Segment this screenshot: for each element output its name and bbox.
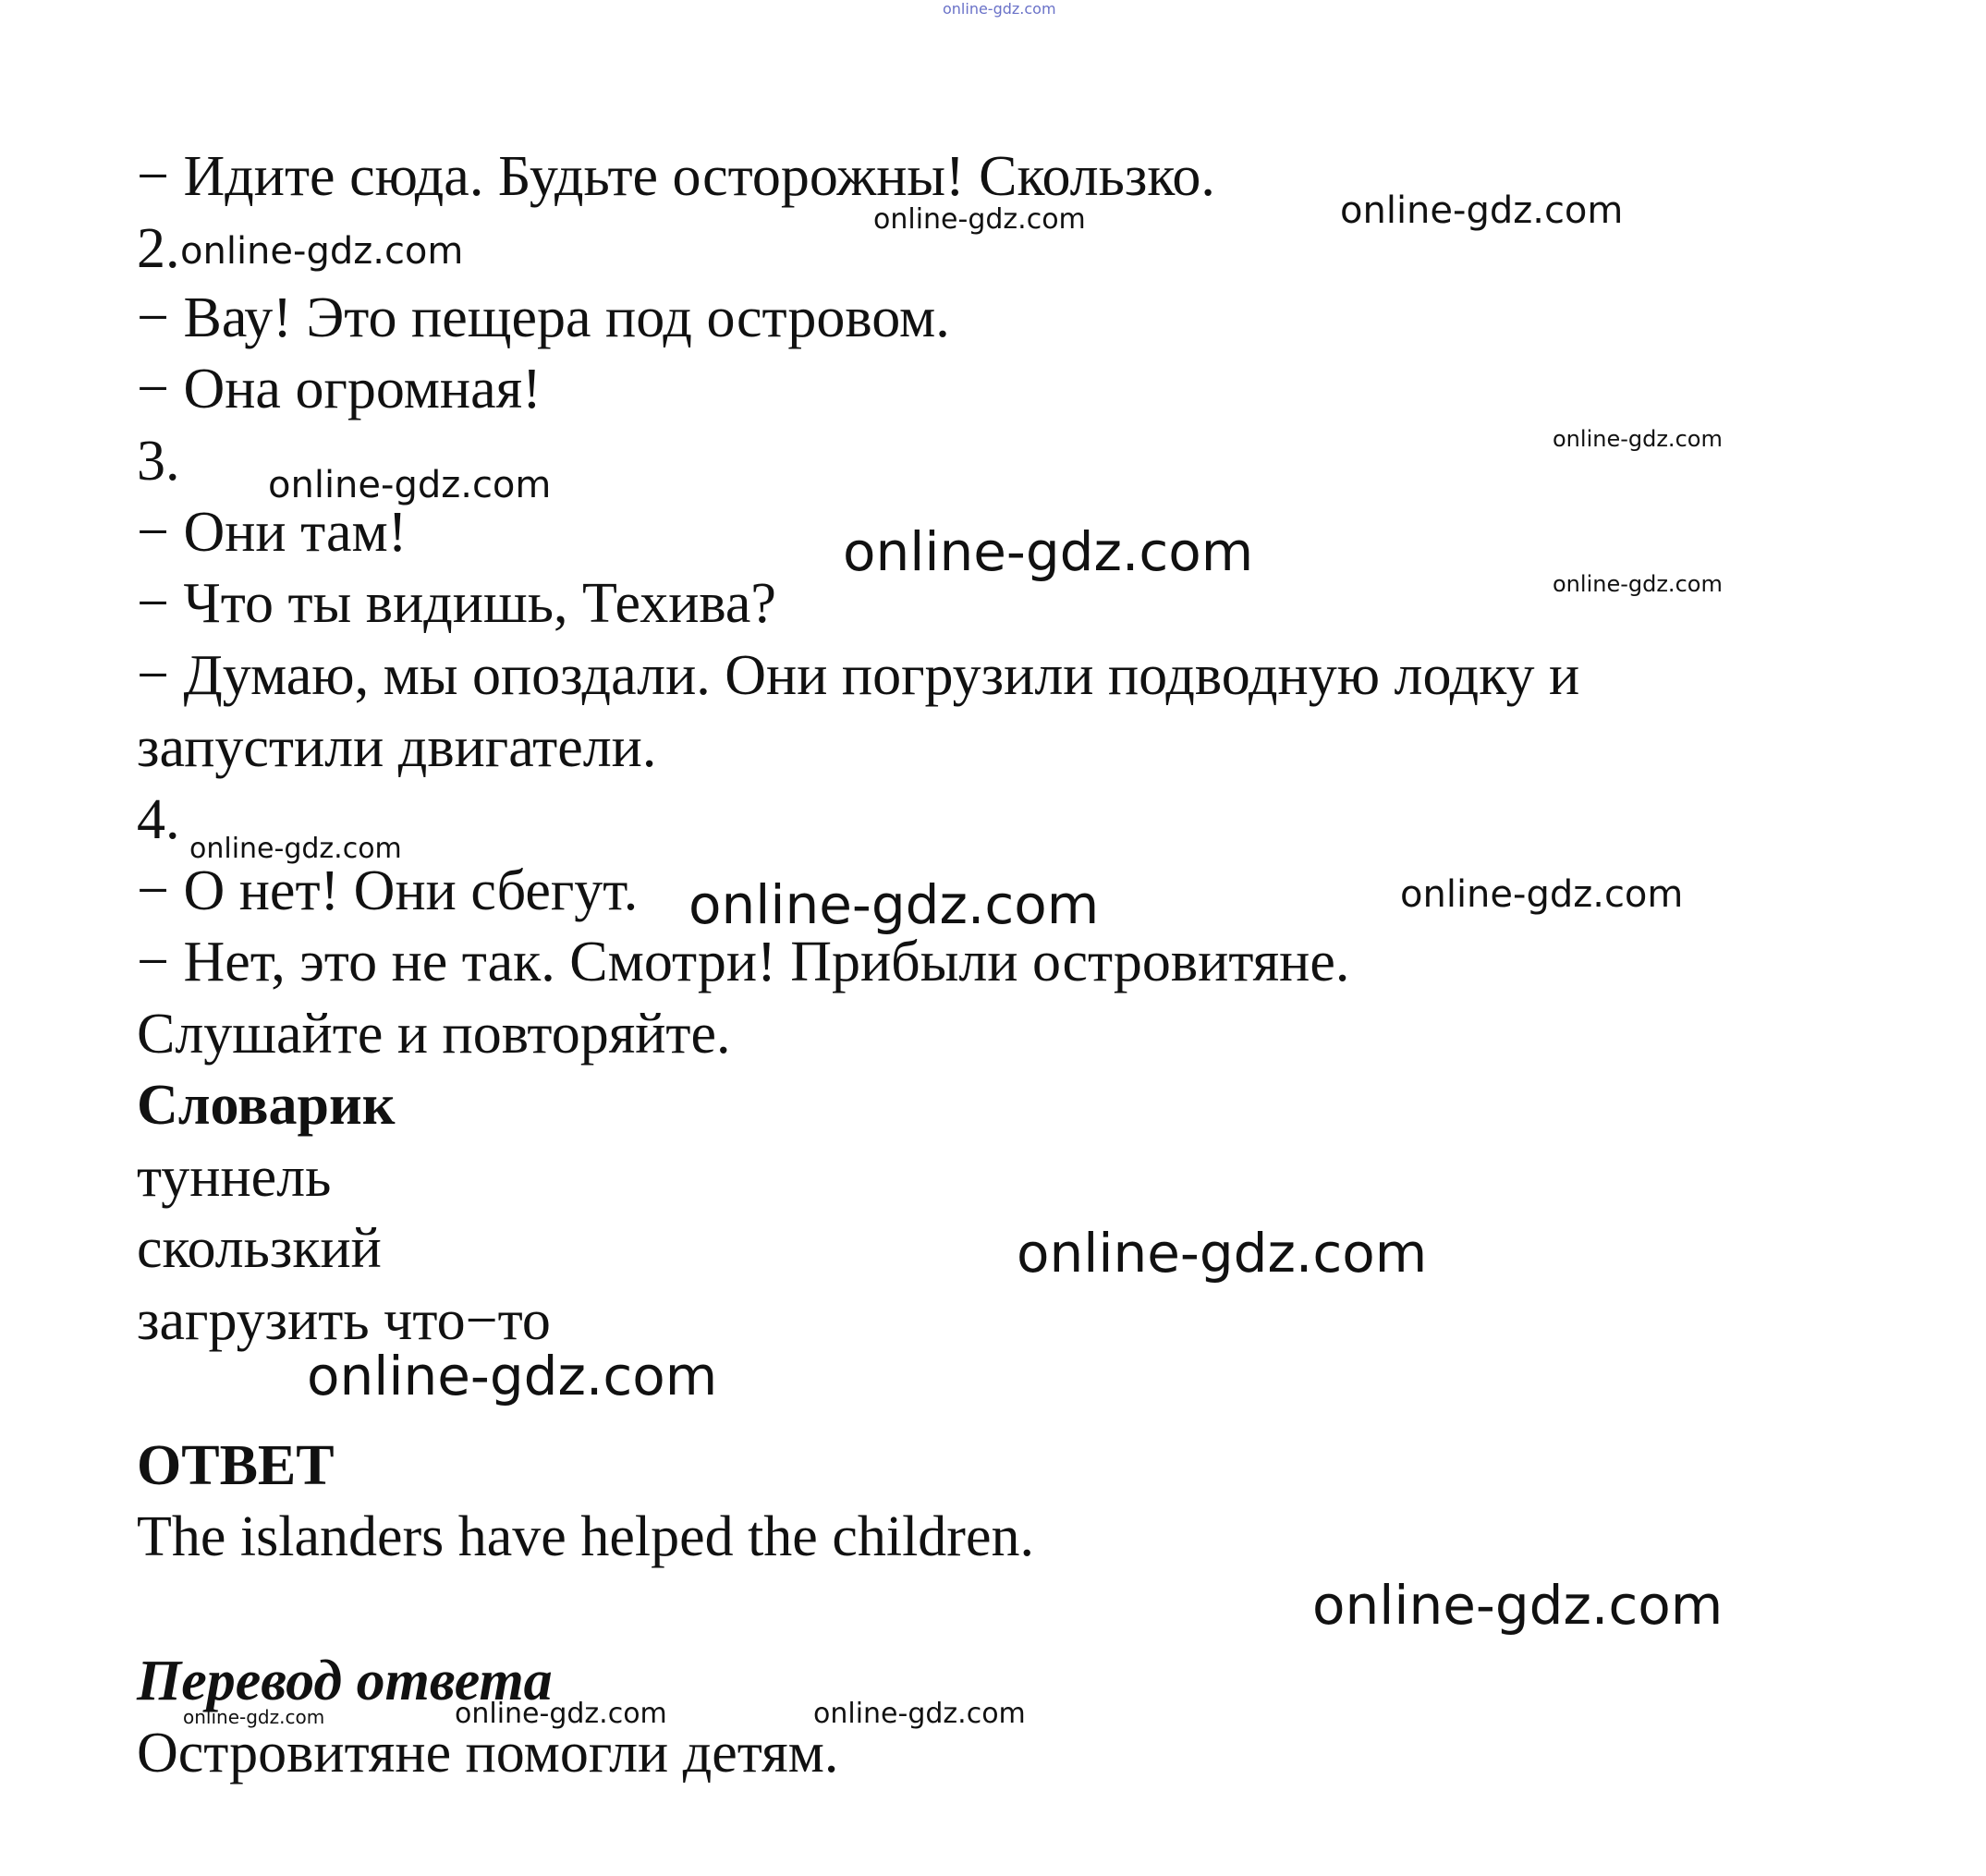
answer-heading: ОТВЕТ [137,1434,335,1497]
watermark: online-gdz.com [813,1698,1026,1730]
dialogue-line: − Она огромная! [137,358,542,420]
watermark: online-gdz.com [943,0,1056,18]
dialogue-line: − Вау! Это пещера под островом. [137,286,950,349]
dialogue-line: − Думаю, мы опоздали. Они погрузили подводную лодку и [137,644,1580,707]
vocabulary-item: туннель [137,1146,332,1209]
watermark: online-gdz.com [189,833,402,865]
watermark: online-gdz.com [183,1706,325,1728]
translation-heading: Перевод ответа [137,1650,553,1712]
section-number: 3. [137,430,180,493]
section-number: 2. [137,217,180,280]
dialogue-line: − О нет! Они сбегут. [137,859,639,922]
dialogue-line: запустили двигатели. [137,716,657,779]
vocabulary-item: скользкий [137,1217,382,1280]
watermark: online-gdz.com [688,873,1100,936]
watermark: online-gdz.com [180,230,464,273]
translation-text: Островитяне помогли детям. [137,1722,839,1785]
vocabulary-heading: Словарик [137,1074,396,1137]
instruction-line: Слушайте и повторяйте. [137,1003,731,1066]
watermark: online-gdz.com [843,520,1254,583]
watermark: online-gdz.com [307,1345,718,1407]
dialogue-line: − Они там! [137,501,408,564]
watermark: online-gdz.com [1017,1222,1428,1285]
dialogue-line: − Идите сюда. Будьте осторожны! Скользко. [137,145,1215,208]
watermark: online-gdz.com [1340,189,1624,232]
vocabulary-item: загрузить что−то [137,1289,551,1352]
watermark: online-gdz.com [1312,1574,1724,1637]
answer-text: The islanders have helped the children. [137,1505,1034,1568]
watermark: online-gdz.com [873,203,1086,236]
watermark: online-gdz.com [268,464,552,506]
watermark: online-gdz.com [455,1698,667,1730]
dialogue-line: − Что ты видишь, Техива? [137,572,776,635]
watermark: online-gdz.com [1553,571,1723,597]
dialogue-line: − Нет, это не так. Смотри! Прибыли островитяне. [137,931,1350,993]
watermark: online-gdz.com [1553,426,1723,452]
section-number: 4. [137,788,180,851]
watermark: online-gdz.com [1400,873,1684,916]
